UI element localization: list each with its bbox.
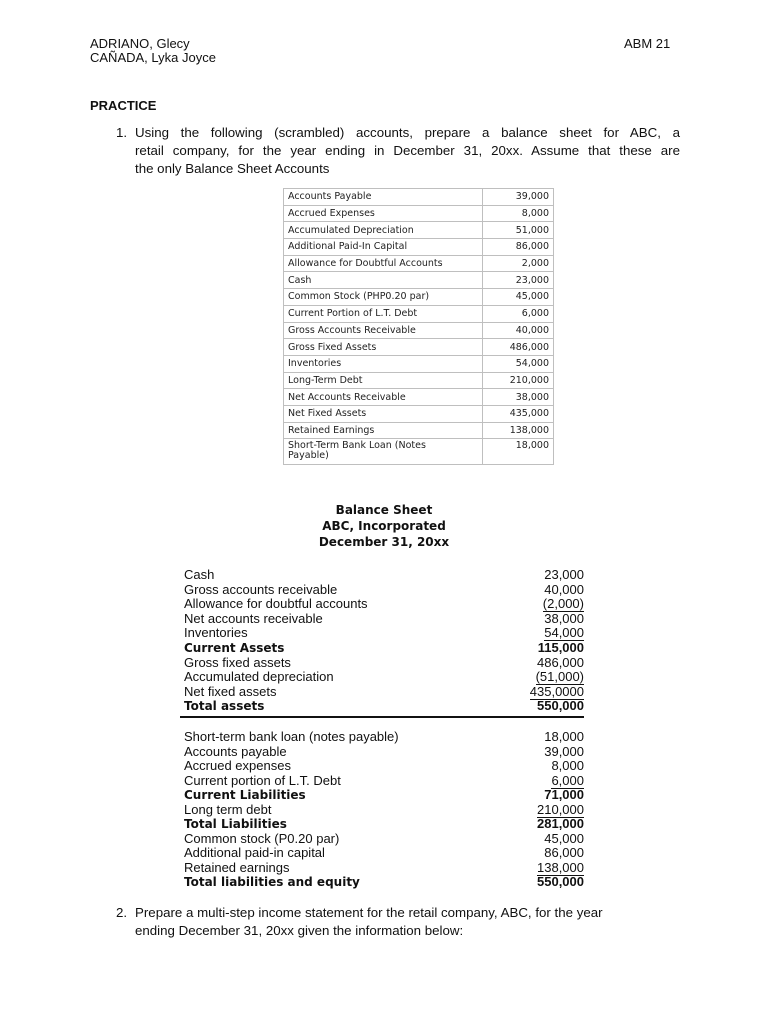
- liability-value: 18,000: [544, 729, 584, 744]
- q1-text: [135, 124, 680, 178]
- liability-label: Accrued expenses: [184, 758, 291, 773]
- q1-line: Using the following (scrambled) accounts, prepare a balance sheet for ABC, a: [135, 125, 680, 140]
- account-name: [284, 439, 483, 465]
- liability-row: [184, 759, 584, 774]
- table-row: [284, 322, 554, 339]
- liability-row: [184, 774, 584, 789]
- q1-number: 1.: [116, 125, 128, 140]
- equity-row: [184, 846, 584, 861]
- asset-label: Gross accounts receivable: [184, 581, 338, 597]
- current-assets-row: [184, 641, 584, 656]
- q1-line: the only Balance Sheet Accounts: [135, 161, 330, 176]
- asset-label: Net accounts receivable: [184, 610, 323, 626]
- table-row: [284, 222, 554, 239]
- table-row: [284, 405, 554, 422]
- practice-heading: PRACTICE: [90, 98, 157, 113]
- liability-value: 281,000: [537, 816, 584, 831]
- account-value: 8,000: [483, 205, 554, 222]
- asset-value: 54,000: [544, 625, 584, 641]
- table-row: [284, 422, 554, 439]
- asset-value: 486,000: [537, 654, 584, 670]
- equity-label: Additional paid-in capital: [184, 845, 325, 860]
- table-row: [284, 205, 554, 222]
- equity-row: [184, 832, 584, 847]
- account-value: 6,000: [483, 305, 554, 322]
- table-row: [284, 305, 554, 322]
- table-row: [284, 389, 554, 406]
- asset-label: Gross fixed assets: [184, 654, 291, 670]
- liability-label: Accounts payable: [184, 743, 287, 759]
- table-row: [284, 189, 554, 206]
- asset-row: [184, 626, 584, 641]
- account-value: 18,000: [483, 439, 554, 465]
- account-value: 38,000: [483, 389, 554, 406]
- liability-value: 550,000: [537, 874, 584, 889]
- account-value: 210,000: [483, 372, 554, 389]
- q2-text: [135, 904, 670, 940]
- equity-value: 138,000: [537, 859, 584, 875]
- asset-value: 23,000: [544, 567, 584, 582]
- account-value: 51,000: [483, 222, 554, 239]
- account-name: Net Fixed Assets: [284, 405, 483, 422]
- equity-label: Retained earnings: [184, 859, 290, 875]
- account-name: Additional Paid-In Capital: [284, 239, 483, 256]
- liability-value: 6,000: [551, 772, 584, 788]
- total-liabilities-equity-row: [184, 875, 584, 890]
- account-name-line: Payable): [288, 450, 329, 462]
- statement-date: December 31, 20xx: [318, 535, 450, 549]
- account-name: Current Portion of L.T. Debt: [284, 305, 483, 322]
- asset-row: [184, 612, 584, 627]
- asset-label: Allowance for doubtful accounts: [184, 596, 368, 612]
- current-liabilities-row: [184, 788, 584, 803]
- section-label: ABM 21: [624, 36, 671, 51]
- asset-row: [184, 685, 584, 700]
- asset-row: [184, 670, 584, 685]
- account-value: 54,000: [483, 355, 554, 372]
- liability-value: 71,000: [544, 787, 584, 802]
- account-value: 40,000: [483, 322, 554, 339]
- account-name: Accumulated Depreciation: [284, 222, 483, 239]
- asset-label: Accumulated depreciation: [184, 669, 334, 685]
- account-name-line: Short-Term Bank Loan (Notes: [288, 440, 426, 452]
- account-name: Allowance for Doubtful Accounts: [284, 255, 483, 272]
- asset-label: Cash: [184, 567, 215, 582]
- balance-sheet-title: Balance Sheet: [335, 503, 433, 517]
- account-name: Cash: [284, 272, 483, 289]
- account-name: Gross Fixed Assets: [284, 339, 483, 356]
- total-liabilities-row: [184, 817, 584, 832]
- account-value: 2,000: [483, 255, 554, 272]
- liability-label: Short-term bank loan (notes payable): [184, 729, 399, 744]
- liability-row: [184, 745, 584, 760]
- company-name: ABC, Incorporated: [322, 519, 446, 533]
- account-name: Gross Accounts Receivable: [284, 322, 483, 339]
- equity-row: [184, 861, 584, 876]
- account-name: Retained Earnings: [284, 422, 483, 439]
- table-row: [284, 339, 554, 356]
- section-divider: [180, 716, 584, 718]
- equity-value: 86,000: [544, 845, 584, 860]
- account-name: Long-Term Debt: [284, 372, 483, 389]
- table-row: [284, 272, 554, 289]
- table-row: [284, 239, 554, 256]
- liability-label: Current portion of L.T. Debt: [184, 772, 341, 788]
- account-name: Common Stock (PHP0.20 par): [284, 289, 483, 306]
- liability-row: [184, 730, 584, 745]
- asset-row: [184, 597, 584, 612]
- liability-value: 39,000: [544, 743, 584, 759]
- liability-label: Current Liabilities: [184, 788, 306, 802]
- account-name: Inventories: [284, 355, 483, 372]
- q2-line: ending December 31, 20xx given the information below:: [135, 923, 464, 938]
- q2-number: 2.: [116, 905, 128, 920]
- liability-row: [184, 803, 584, 818]
- total-assets-row: [184, 699, 584, 714]
- asset-label: Inventories: [184, 625, 248, 641]
- liability-label: Total liabilities and equity: [184, 875, 360, 889]
- liability-label: Long term debt: [184, 801, 272, 817]
- asset-value: 435,0000: [529, 683, 584, 699]
- account-value: 23,000: [483, 272, 554, 289]
- equity-value: 45,000: [544, 830, 584, 846]
- q2-line: Prepare a multi-step income statement for the retail company, ABC, for the year: [135, 905, 603, 920]
- asset-value: 38,000: [544, 610, 584, 626]
- account-name: Accrued Expenses: [284, 205, 483, 222]
- accounts-table: [283, 188, 554, 465]
- asset-row: [184, 583, 584, 598]
- table-row: [284, 372, 554, 389]
- table-row: [284, 355, 554, 372]
- equity-label: Common stock (P0.20 par): [184, 830, 340, 846]
- asset-label: Total assets: [184, 699, 265, 714]
- table-row: [284, 289, 554, 306]
- asset-value: 115,000: [537, 640, 584, 655]
- student-name-2: CAÑADA, Lyka Joyce: [90, 50, 216, 65]
- table-row: [284, 439, 554, 465]
- account-value: 138,000: [483, 422, 554, 439]
- account-value: 39,000: [483, 189, 554, 206]
- asset-row: [184, 656, 584, 671]
- asset-value: 550,000: [537, 698, 584, 714]
- asset-label: Net fixed assets: [184, 683, 277, 699]
- account-name: Accounts Payable: [284, 189, 483, 206]
- liability-label: Total Liabilities: [184, 817, 287, 831]
- table-row: [284, 255, 554, 272]
- asset-value: 40,000: [544, 581, 584, 597]
- asset-row: [184, 568, 584, 583]
- account-value: 45,000: [483, 289, 554, 306]
- account-name: Net Accounts Receivable: [284, 389, 483, 406]
- asset-value: (2,000): [542, 596, 584, 612]
- account-value: 86,000: [483, 239, 554, 256]
- account-value: 486,000: [483, 339, 554, 356]
- q1-line: retail company, for the year ending in December 31, 20xx. Assume that these are: [135, 143, 680, 158]
- liability-value: 210,000: [537, 801, 584, 817]
- student-name-1: ADRIANO, Glecy: [90, 36, 190, 51]
- asset-value: (51,000): [535, 669, 584, 685]
- account-value: 435,000: [483, 405, 554, 422]
- liability-value: 8,000: [551, 758, 584, 773]
- asset-label: Current Assets: [184, 641, 285, 655]
